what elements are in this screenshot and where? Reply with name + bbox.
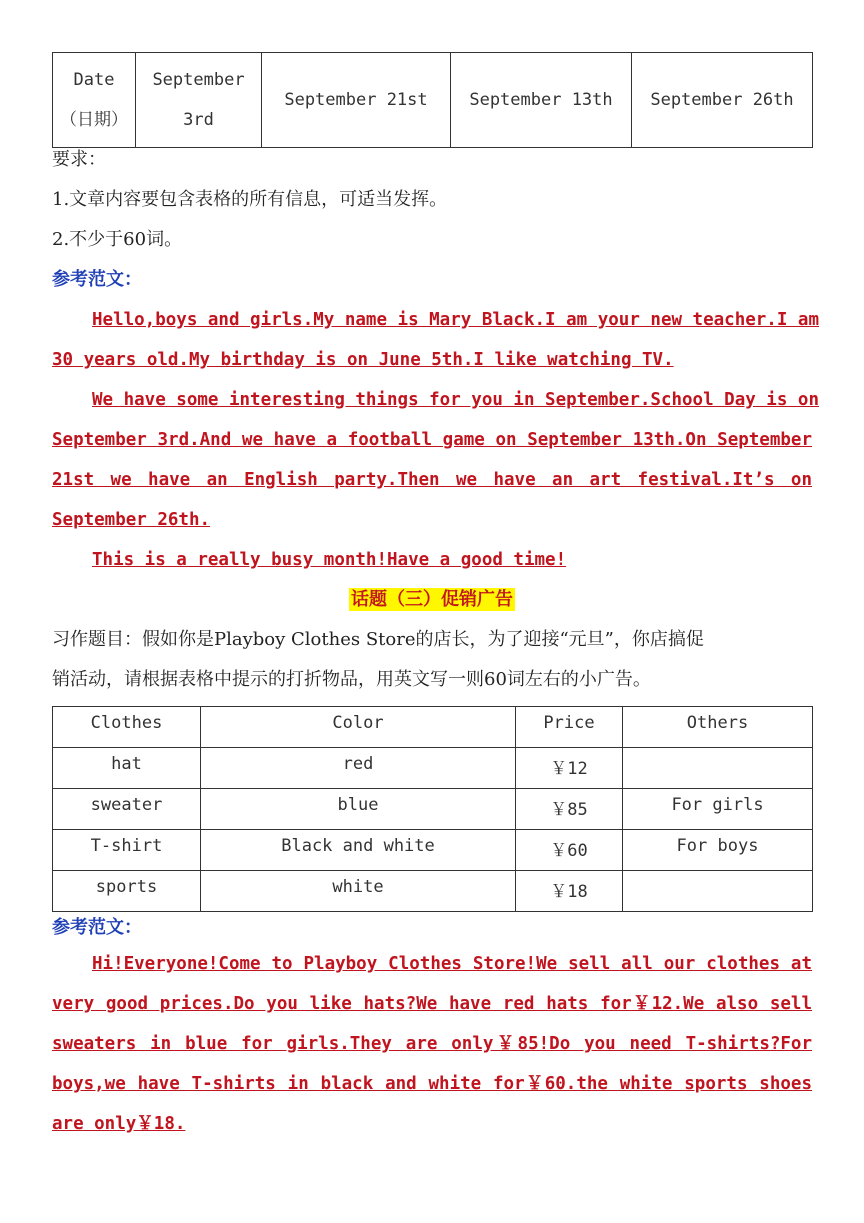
sample-label: 参考范文： bbox=[52, 917, 142, 938]
essay-line: sweaters in blue for girls.They are only￥85!Do you need T-shirts?For bbox=[52, 1034, 812, 1054]
table-cell: T-shirt bbox=[53, 830, 201, 871]
requirements-label: 要求： bbox=[52, 149, 106, 170]
table-header: Clothes bbox=[53, 707, 201, 748]
table-cell bbox=[623, 871, 813, 912]
table-cell: September 26th bbox=[632, 53, 813, 148]
dates-table bbox=[52, 52, 813, 148]
prompt-line: 习作题目：假如你是Playboy Clothes Store的店长，为了迎接“元旦”，你店搞促 bbox=[52, 629, 704, 650]
essay-line: We have some interesting things for you in September.School Day is on bbox=[92, 390, 819, 410]
clothes-table bbox=[52, 706, 813, 912]
table-cell: September 21st bbox=[262, 53, 451, 148]
essay-line: very good prices.Do you like hats?We have red hats for￥12.We also sell bbox=[52, 994, 812, 1014]
table-header: Color bbox=[201, 707, 516, 748]
table-cell bbox=[623, 748, 813, 789]
table-cell: ￥18 bbox=[516, 871, 623, 912]
table-cell: blue bbox=[201, 789, 516, 830]
essay-line: This is a really busy month!Have a good time! bbox=[92, 550, 567, 570]
table-cell: ￥60 bbox=[516, 830, 623, 871]
table-row bbox=[53, 789, 813, 830]
table-cell: sweater bbox=[53, 789, 201, 830]
topic-title bbox=[52, 580, 812, 620]
table-header: Price bbox=[516, 707, 623, 748]
table-cell: hat bbox=[53, 748, 201, 789]
essay-line: boys,we have T-shirts in black and white for￥60.the white sports shoes bbox=[52, 1074, 812, 1094]
table-cell: red bbox=[201, 748, 516, 789]
table-cell: For girls bbox=[623, 789, 813, 830]
table-cell: For boys bbox=[623, 830, 813, 871]
table-cell: Black and white bbox=[201, 830, 516, 871]
topic-title-text: 话题（三）促销广告 bbox=[351, 589, 513, 610]
prompt-line: 销活动，请根据表格中提示的打折物品，用英文写一则60词左右的小广告。 bbox=[52, 669, 651, 690]
table-cell: sports bbox=[53, 871, 201, 912]
table-cell: ￥12 bbox=[516, 748, 623, 789]
table-cell: September 3rd bbox=[136, 53, 262, 148]
table-cell: Date （日期） bbox=[53, 53, 136, 148]
essay-line: Hi!Everyone!Come to Playboy Clothes Store!We sell all our clothes at bbox=[92, 954, 812, 974]
essay-line: 30 years old.My birthday is on June 5th.I like watching TV. bbox=[52, 350, 674, 370]
table-cell: September 13th bbox=[451, 53, 632, 148]
essay-line: September 26th. bbox=[52, 510, 211, 530]
essay-line: Hello,boys and girls.My name is Mary Black.I am your new teacher.I am bbox=[92, 310, 819, 330]
table-row bbox=[53, 53, 813, 148]
sample-label: 参考范文： bbox=[52, 269, 142, 290]
essay-line: are only￥18. bbox=[52, 1114, 186, 1134]
table-row bbox=[53, 871, 813, 912]
table-header: Others bbox=[623, 707, 813, 748]
table-cell: ￥85 bbox=[516, 789, 623, 830]
table-header-row bbox=[53, 707, 813, 748]
document-page bbox=[52, 52, 819, 1144]
table-cell: white bbox=[201, 871, 516, 912]
essay-line: 21st we have an English party.Then we have an art festival.It’s on bbox=[52, 470, 812, 490]
table-row bbox=[53, 830, 813, 871]
requirement-item: 1.文章内容要包含表格的所有信息，可适当发挥。 bbox=[52, 189, 448, 210]
essay-line: September 3rd.And we have a football game on September 13th.On September bbox=[52, 430, 812, 450]
requirement-item: 2.不少于60词。 bbox=[52, 229, 183, 250]
table-row bbox=[53, 748, 813, 789]
